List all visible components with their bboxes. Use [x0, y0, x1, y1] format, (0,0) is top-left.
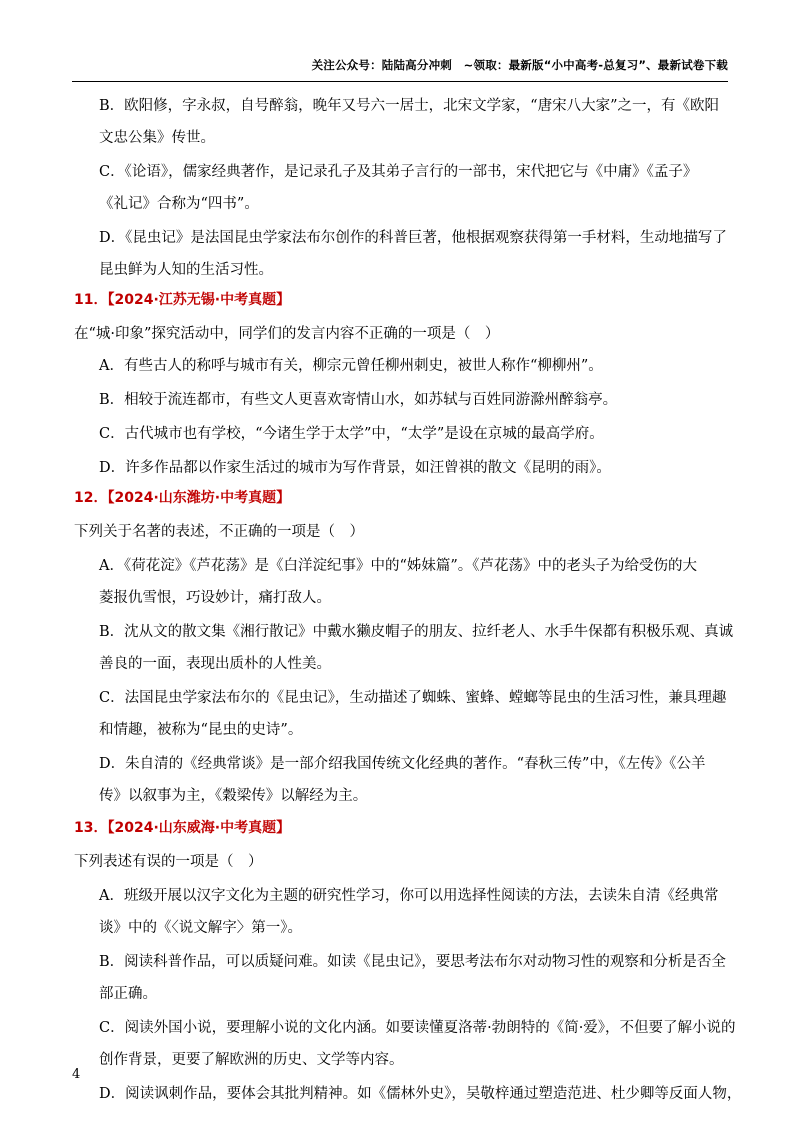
text-line: 创作背景，更要了解欧洲的历史、文学等内容。 — [99, 1052, 404, 1068]
text-line: A．有些古人的称呼与城市有关，柳宗元曾任柳州刺史，被世人称作“柳柳州”。 — [99, 358, 603, 374]
text-line: 昆虫鲜为人知的生活习性。 — [99, 262, 273, 278]
text-line: 部正确。 — [99, 986, 157, 1002]
page-number: 4 — [72, 1067, 81, 1082]
text-line: 传》以叙事为主，《穀梁传》以解经为主。 — [99, 788, 368, 804]
text-line: 下列关于名著的表述，不正确的一项是（ ） — [74, 524, 364, 540]
text-line: 在“城·印象”探究活动中，同学们的发言内容不正确的一项是（ ） — [74, 326, 500, 342]
text-line: 《礼记》合称为“四书”。 — [99, 196, 259, 212]
question-heading: 11．【2024·江苏无锡·中考真题】 — [74, 292, 291, 308]
page-header: 关注公众号：陆陆高分冲刺 ~领取：最新版“小中高考-总复习”、最新试卷下载 — [311, 58, 728, 72]
text-line: B．沈从文的散文集《湘行散记》中戴水獭皮帽子的朋友、拉纤老人、水手牛保都有积极乐观、真诚 — [99, 624, 734, 640]
text-line: D．《昆虫记》是法国昆虫学家法布尔创作的科普巨著，他根据观察获得第一手材料，生动地描写了 — [99, 230, 727, 246]
text-line: C．法国昆虫学家法布尔的《昆虫记》，生动描述了蜘蛛、蜜蜂、螳螂等昆虫的生活习性，兼具理趣 — [99, 690, 727, 706]
text-line: 谈》中的《〈说文解字〉第一》。 — [99, 920, 302, 936]
text-line: D．许多作品都以作家生活过的城市为写作背景，如汪曾祺的散文《昆明的雨》。 — [99, 460, 611, 476]
text-line: D．阅读讽刺作品，要体会其批判精神。如《儒林外史》，吴敬梓通过塑造范进、杜少卿等反面人物， — [99, 1086, 742, 1102]
text-line: C．阅读外国小说，要理解小说的文化内涵。如要读懂夏洛蒂·勃朗特的《简·爱》，不但要了解小说的 — [99, 1020, 736, 1036]
text-line: 和情趣，被称为“昆虫的史诗”。 — [99, 722, 303, 738]
text-line: 下列表述有误的一项是（ ） — [74, 854, 263, 870]
text-line: D．朱自清的《经典常谈》是一部介绍我国传统文化经典的著作。“春秋三传”中，《左传》《公羊 — [99, 756, 706, 772]
text-line: A．班级开展以汉字文化为主题的研究性学习，你可以用选择性阅读的方法，去读朱自清《经典常 — [99, 888, 719, 904]
text-line: C．《论语》，儒家经典著作，是记录孔子及其弟子言行的一部书，宋代把它与《中庸》《孟子》 — [99, 164, 698, 180]
text-line: 文忠公集》传世。 — [99, 130, 215, 146]
header-divider — [72, 81, 728, 82]
text-line: 善良的一面，表现出质朴的人性美。 — [99, 656, 331, 672]
text-line: C．古代城市也有学校，“今诸生学于太学”中，“太学”是设在京城的最高学府。 — [99, 426, 604, 442]
question-heading: 12．【2024·山东潍坊·中考真题】 — [74, 490, 291, 506]
text-line: A．《荷花淀》《芦花荡》是《白洋淀纪事》中的“姊妹篇”。《芦花荡》中的老头子为给受伤的大 — [99, 558, 698, 574]
question-heading: 13．【2024·山东威海·中考真题】 — [74, 820, 291, 836]
text-line: B．阅读科普作品，可以质疑问难。如读《昆虫记》，要思考法布尔对动物习性的观察和分析是否全 — [99, 954, 726, 970]
text-line: B．欧阳修，字永叔，自号醉翁，晚年又号六一居士，北宋文学家，“唐宋八大家”之一，有《欧阳 — [99, 98, 719, 114]
text-line: 菱报仇雪恨，巧设妙计，痛打敌人。 — [99, 590, 331, 606]
text-line: B．相较于流连都市，有些文人更喜欢寄情山水，如苏轼与百姓同游滁州醉翁亭。 — [99, 392, 618, 408]
